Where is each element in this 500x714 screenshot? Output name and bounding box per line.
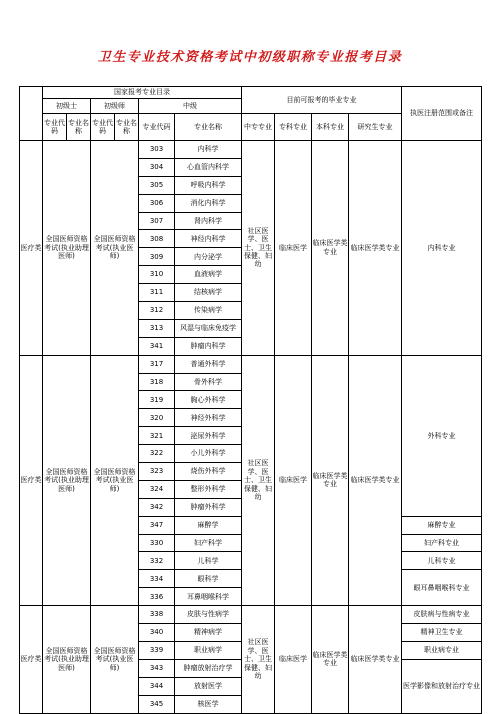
table-row	[20, 355, 482, 373]
specialty-name: 血液病学	[175, 266, 242, 284]
junior-shi2-exam-cell: 全国医师资格考试(执业医师)	[91, 141, 139, 356]
zhongzhuan-header: 中专专业	[242, 114, 275, 141]
yanjiusheng-cell: 临床医学类专业	[349, 141, 402, 356]
corner-cell	[20, 87, 43, 141]
specialty-code: 347	[139, 516, 175, 534]
specialty-code: 305	[139, 176, 175, 194]
specialty-code: 336	[139, 588, 175, 606]
practice-cell: 外科专业	[402, 355, 482, 516]
specialty-name: 风湿与临床免疫学	[175, 319, 242, 337]
zhuanke-cell: 临床医学	[275, 141, 312, 356]
practice-cell: 麻醉专业	[402, 516, 482, 534]
junior-shi-exam-cell: 全国医师资格考试(执业助理医师)	[43, 606, 91, 713]
practice-cell: 眼耳鼻咽喉科专业	[402, 570, 482, 606]
catalog-header: 国家报考专业目录	[43, 87, 242, 99]
specialty-code: 344	[139, 677, 175, 695]
specialty-name: 放射医学	[175, 677, 242, 695]
specialty-name: 内分泌学	[175, 248, 242, 266]
code-header: 专业代码	[139, 114, 175, 141]
zhongzhuan-cell: 社区医学、医士、卫生保健、妇幼	[242, 355, 275, 605]
zhuanke-header: 专科专业	[275, 114, 312, 141]
name-header: 专业名称	[175, 114, 242, 141]
specialty-name: 眼科学	[175, 570, 242, 588]
specialty-code: 309	[139, 248, 175, 266]
benke-cell: 临床医学类专业	[312, 141, 349, 356]
practice-cell: 妇产科专业	[402, 534, 482, 552]
junior-shi-header: 初级士	[43, 99, 91, 114]
specialty-code: 311	[139, 284, 175, 302]
specialty-code: 318	[139, 373, 175, 391]
specialty-name: 肿瘤放射治疗学	[175, 659, 242, 677]
specialty-code: 343	[139, 659, 175, 677]
benke-cell: 临床医学类专业	[312, 606, 349, 713]
specialty-code: 319	[139, 391, 175, 409]
specialty-name: 肿瘤外科学	[175, 498, 242, 516]
specialty-name: 麻醉学	[175, 516, 242, 534]
specialty-code: 341	[139, 337, 175, 355]
specialty-code: 308	[139, 230, 175, 248]
specialty-code: 340	[139, 624, 175, 642]
specialty-name: 呼吸内科学	[175, 176, 242, 194]
specialty-name: 内科学	[175, 141, 242, 159]
specialty-name: 核医学	[175, 695, 242, 713]
specialty-code: 334	[139, 570, 175, 588]
specialty-name: 妇产科学	[175, 534, 242, 552]
specialty-code: 312	[139, 302, 175, 320]
specialty-name: 结核病学	[175, 284, 242, 302]
specialty-name: 骨外科学	[175, 373, 242, 391]
specialty-name: 神经外科学	[175, 409, 242, 427]
specialty-code: 330	[139, 534, 175, 552]
junior-shi-exam-cell: 全国医师资格考试(执业助理医师)	[43, 141, 91, 356]
specialty-code: 303	[139, 141, 175, 159]
graduate-header: 目前可报考的毕业专业	[242, 87, 402, 114]
specialty-code: 320	[139, 409, 175, 427]
zhongzhuan-cell: 社区医学、医士、卫生保健、妇幼	[242, 606, 275, 713]
code-header: 专业代码	[91, 114, 115, 141]
name-header: 专业名称	[67, 114, 91, 141]
specialty-code: 324	[139, 480, 175, 498]
exam-catalog-table	[19, 86, 482, 714]
specialty-name: 心血管内科学	[175, 158, 242, 176]
specialty-name: 肿瘤内科学	[175, 337, 242, 355]
specialty-code: 322	[139, 445, 175, 463]
practice-cell: 内科专业	[402, 141, 482, 356]
specialty-code: 323	[139, 463, 175, 481]
code-header: 专业代码	[43, 114, 67, 141]
practice-cell: 皮肤病与性病专业	[402, 606, 482, 624]
specialty-name: 传染病学	[175, 302, 242, 320]
specialty-name: 小儿外科学	[175, 445, 242, 463]
name-header: 专业名称	[115, 114, 139, 141]
mid-header: 中级	[139, 99, 242, 114]
practice-header: 执医注册范围或备注	[402, 87, 482, 141]
practice-cell: 儿科专业	[402, 552, 482, 570]
specialty-name: 精神病学	[175, 624, 242, 642]
page-title: 卫生专业技术资格考试中初级职称专业报考目录	[97, 50, 403, 65]
specialty-code: 338	[139, 606, 175, 624]
specialty-code: 306	[139, 194, 175, 212]
specialty-name: 胸心外科学	[175, 391, 242, 409]
yanjiusheng-cell: 临床医学类专业	[349, 355, 402, 605]
junior-shi-exam-cell: 全国医师资格考试(执业助理医师)	[43, 355, 91, 605]
benke-header: 本科专业	[312, 114, 349, 141]
specialty-code: 342	[139, 498, 175, 516]
table-row	[20, 606, 482, 624]
specialty-code: 332	[139, 552, 175, 570]
zhuanke-cell: 临床医学	[275, 606, 312, 713]
specialty-name: 职业病学	[175, 641, 242, 659]
specialty-code: 307	[139, 212, 175, 230]
specialty-name: 神经内科学	[175, 230, 242, 248]
practice-cell: 医学影像和放射治疗专业	[402, 659, 482, 713]
specialty-code: 313	[139, 319, 175, 337]
yanjiusheng-header: 研究生专业	[349, 114, 402, 141]
specialty-code: 310	[139, 266, 175, 284]
benke-cell: 临床医学类专业	[312, 355, 349, 605]
zhongzhuan-cell: 社区医学、医士、卫生保健、妇幼	[242, 141, 275, 356]
zhuanke-cell: 临床医学	[275, 355, 312, 605]
category-cell: 医疗类	[20, 141, 43, 356]
specialty-name: 泌尿外科学	[175, 427, 242, 445]
specialty-code: 345	[139, 695, 175, 713]
practice-cell: 精神卫生专业	[402, 624, 482, 642]
table-row	[20, 141, 482, 159]
junior-shi2-header: 初级师	[91, 99, 139, 114]
specialty-code: 321	[139, 427, 175, 445]
junior-shi2-exam-cell: 全国医师资格考试(执业医师)	[91, 355, 139, 605]
specialty-name: 肾内科学	[175, 212, 242, 230]
yanjiusheng-cell: 临床医学类专业	[349, 606, 402, 713]
specialty-name: 烧伤外科学	[175, 463, 242, 481]
category-cell: 医疗类	[20, 355, 43, 605]
specialty-code: 339	[139, 641, 175, 659]
category-cell: 医疗类	[20, 606, 43, 713]
specialty-name: 耳鼻咽喉科学	[175, 588, 242, 606]
junior-shi2-exam-cell: 全国医师资格考试(执业医师)	[91, 606, 139, 713]
specialty-name: 普通外科学	[175, 355, 242, 373]
specialty-name: 整形外科学	[175, 480, 242, 498]
specialty-code: 317	[139, 355, 175, 373]
specialty-name: 消化内科学	[175, 194, 242, 212]
specialty-name: 儿科学	[175, 552, 242, 570]
specialty-code: 304	[139, 158, 175, 176]
practice-cell: 职业病专业	[402, 641, 482, 659]
specialty-name: 皮肤与性病学	[175, 606, 242, 624]
